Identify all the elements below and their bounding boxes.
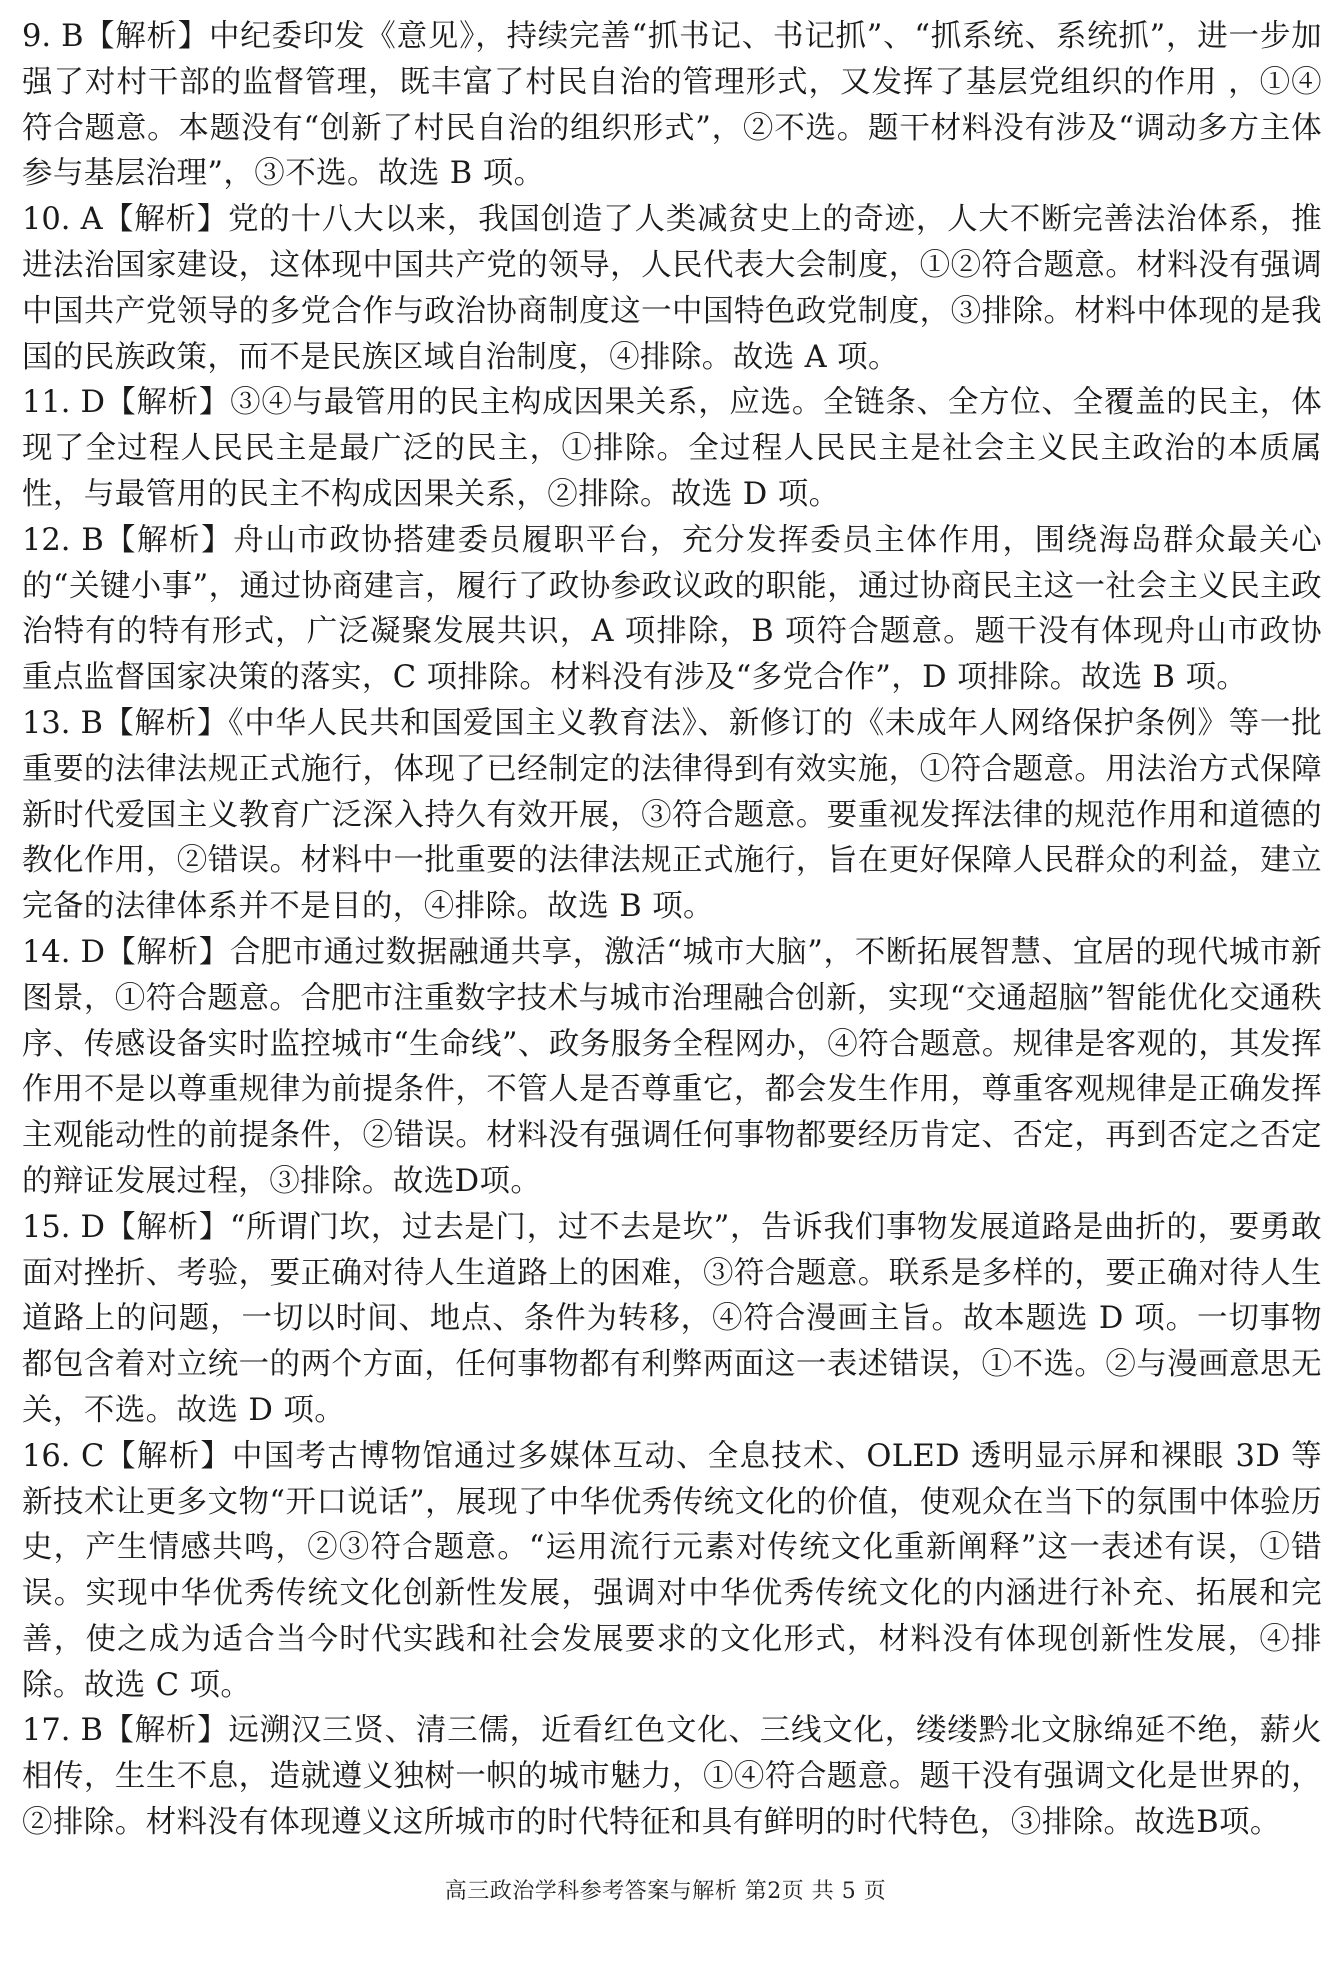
question-number: 15. D (22, 1209, 105, 1245)
analysis-tag: 【解析】 (104, 1438, 233, 1474)
question-number: 17. B (22, 1713, 103, 1749)
question-number: 12. B (22, 522, 104, 558)
analysis-text: “所谓门坎，过去是门，过不去是坎”，告诉我们事物发展道路是曲折的，要勇敢面对挫折、考验，要正确对待人生道路上的困难，③符合题意。联系是多样的，要正确对待人生道路上的问题，一切以时间、地点、条件为转移，④符合漫画主旨。故本题选 D 项。一切事物都包含着对立统一的两个方面，任何事物都有利弊两面这一表述错误，①不选。②与漫画意思无关，不选。故选 D 项。 (22, 1209, 1322, 1428)
question-number: 11. D (22, 385, 105, 421)
answer-item-16 (22, 1434, 1322, 1709)
analysis-tag: 【解析】 (104, 934, 230, 970)
analysis-tag: 【解析】 (104, 1209, 230, 1245)
question-number: 16. C (22, 1438, 105, 1474)
answer-list (22, 14, 1322, 1846)
analysis-text: 舟山市政协搭建委员履职平台，充分发挥委员主体作用，围绕海岛群众最关心的“关键小事”，通过协商建言，履行了政协参政议政的职能，通过协商民主这一社会主义民主政治特有的特有形式，广泛凝聚发展共识，A 项排除，B 项符合题意。题干没有体现舟山市政协重点监督国家决策的落实，C 项排除。材料没有涉及“多党合作”，D 项排除。故选 B 项。 (22, 522, 1322, 696)
answer-item-17 (22, 1708, 1322, 1845)
analysis-tag: 【解析】 (83, 19, 210, 54)
analysis-tag: 【解析】 (102, 705, 229, 741)
answer-item-9 (22, 14, 1322, 197)
analysis-tag: 【解析】 (104, 385, 231, 421)
question-number: 14. D (22, 934, 105, 970)
analysis-text: 党的十八大以来，我国创造了人类减贫史上的奇迹，人大不断完善法治体系，推进法治国家建设，这体现中国共产党的领导，人民代表大会制度，①②符合题意。材料没有强调中国共产党领导的多党合作与政治协商制度这一中国特色政党制度，③排除。材料中体现的是我国的民族政策，而不是民族区域自治制度，④排除。故选 A 项。 (22, 202, 1322, 375)
page-footer: 高三政治学科参考答案与解析 第2页 共 5 页 (444, 1879, 887, 1904)
question-number: 13. B (22, 705, 103, 741)
answer-item-12 (22, 518, 1322, 701)
analysis-text: 中纪委印发《意见》，持续完善“抓书记、书记抓”、“抓系统、系统抓”，进一步加强了对村干部的监督管理，既丰富了村民自治的管理形式，又发挥了基层党组织的作用 ，①④符合题意。本题没有“创新了村民自治的组织形式”，②不选。题干材料没有涉及“调动多方主体参与基层治理”，③不选。故选 B 项。 (22, 19, 1322, 192)
answer-item-11 (22, 380, 1322, 517)
analysis-text: 合肥市通过数据融通共享，激活“城市大脑”，不断拓展智慧、宜居的现代城市新图景，①符合题意。合肥市注重数字技术与城市治理融合创新，实现“交通超脑”智能优化交通秩序、传感设备实时监控城市“生命线”、政务服务全程网办，④符合题意。规律是客观的，其发挥作用不是以尊重规律为前提条件，不管人是否尊重它，都会发生作用，尊重客观规律是正确发挥主观能动性的前提条件，②错误。材料没有强调任何事物都要经历肯定、否定，再到否定之否定的辩证发展过程，③排除。故选D项。 (22, 934, 1322, 1199)
analysis-text: 中国考古博物馆通过多媒体互动、全息技术、OLED 透明显示屏和裸眼 3D 等新技术让更多文物“开口说话”，展现了中华优秀传统文化的价值，使观众在当下的氛围中体验历史，产生情感共鸣，②③符合题意。“运用流行元素对传统文化重新阐释”这一表述有误，①错误。实现中华优秀传统文化创新性发展，强调对中华优秀传统文化的内涵进行补充、拓展和完善，使之成为适合当今时代实践和社会发展要求的文化形式，材料没有体现创新性发展，④排除。故选 C 项。 (22, 1438, 1322, 1703)
analysis-text: 远溯汉三贤、清三儒，近看红色文化、三线文化，缕缕黔北文脉绵延不绝，薪火相传，生生不息，造就遵义独树一帜的城市魅力，①④符合题意。题干没有强调文化是世界的，②排除。材料没有体现遵义这所城市的时代特征和具有鲜明的时代特色，③排除。故选B项。 (22, 1713, 1322, 1841)
answer-item-13 (22, 701, 1322, 930)
question-number: 10. A (22, 202, 103, 238)
analysis-tag: 【解析】 (102, 202, 229, 238)
analysis-text: ③④与最管用的民主构成因果关系，应选。全链条、全方位、全覆盖的民主，体现了全过程人民民主是最广泛的民主，①排除。全过程人民民主是社会主义民主政治的本质属性，与最管用的民主不构成因果关系，②排除。故选 D 项。 (22, 385, 1323, 512)
analysis-text: 《中华人民共和国爱国主义教育法》、新修订的《未成年人网络保护条例》等一批重要的法律法规正式施行，体现了已经制定的法律得到有效实施，①符合题意。用法治方式保障新时代爱国主义教育广泛深入持久有效开展，③符合题意。要重视发挥法律的规范作用和道德的教化作用，②错误。材料中一批重要的法律法规正式施行，旨在更好保障人民群众的利益，建立完备的法律体系并不是目的，④排除。故选 B 项。 (22, 705, 1322, 925)
answer-item-15 (22, 1205, 1322, 1434)
analysis-tag: 【解析】 (103, 522, 234, 558)
answer-item-14 (22, 930, 1322, 1205)
analysis-tag: 【解析】 (102, 1713, 229, 1749)
question-number: 9. B (22, 19, 84, 54)
answer-item-10 (22, 197, 1322, 380)
